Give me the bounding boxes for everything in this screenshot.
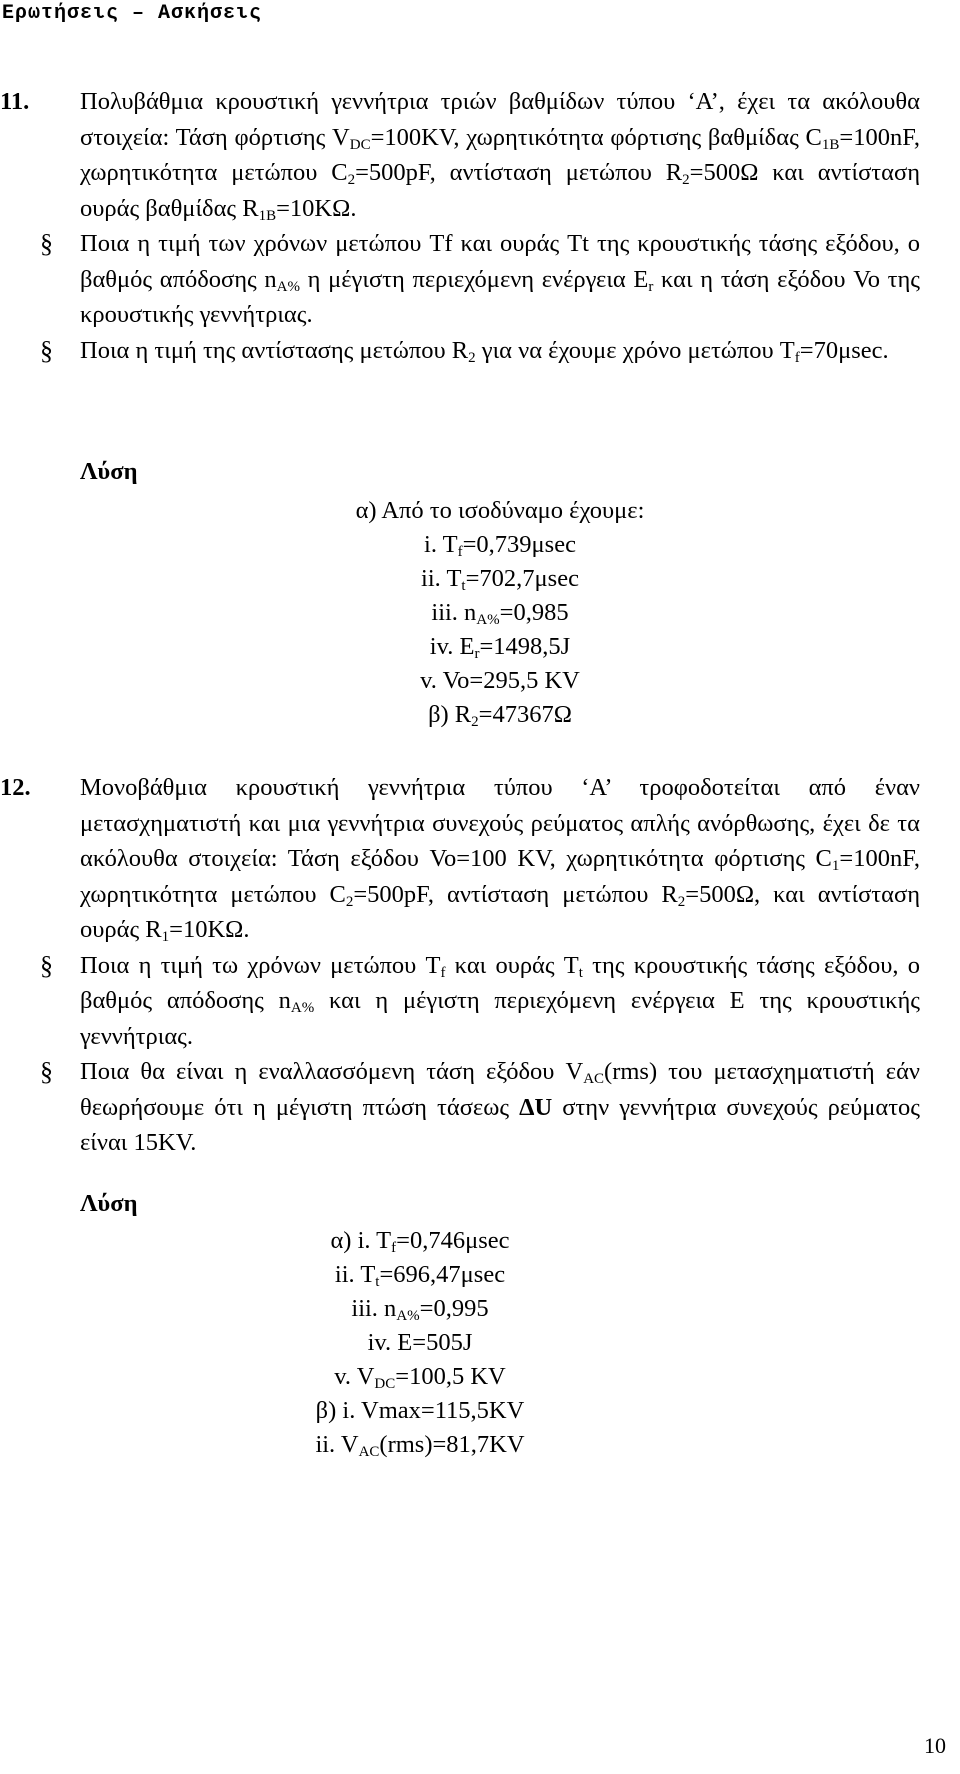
q12-sol-ii: ii. $T_t=696,47\mu\sec$ (334, 1261, 506, 1290)
page-number: 10 (924, 1733, 946, 1758)
q12-sol-iii: iii. $n_{A\%}=0,995$ (351, 1295, 489, 1324)
q12-bullet-1: § Ποια η τιμή τω χρόνων μετώπου $T_f$ και ουράς $T_t$ της κρουστικής τάσης εξόδου, ο βαθμός απόδοσης $n_{A\%}$ και η μέγιστη περιεχόμενη ενέργεια Ε της κρουστικής γεννήτριας. (40, 948, 920, 1055)
q11-sol-ii: ii. $T_t=702,7\mu\sec$ (421, 565, 579, 594)
q12-bullet-2: § Ποια θα είναι η εναλλασσόμενη τάση εξόδου $V_{AC}(rms)$ του μετασχηματιστή εάν θεωρήσουμε ότι η μέγιστη πτώση τάσεως ΔU στην γεννήτρια συνεχούς ρεύματος είναι 15KV. (40, 1054, 920, 1161)
question-12 (0, 770, 921, 1161)
q11-sol-v: v. Vo=295,5 KV (420, 667, 580, 694)
q12-sol-bi: β) i. Vmax=115,5KV (315, 1397, 525, 1424)
q12-sol-bii: ii. $V_{AC}(rms)=81,7KV$ (315, 1431, 525, 1460)
q11-number: 11. (0, 88, 30, 115)
section-bullet-icon: § (40, 1057, 53, 1086)
q11-intro: 11. Πολυβάθμια κρουστική γεννήτρια τριών βαθμίδων τύπου ‘Α’, έχει τα ακόλουθα στοιχεία: Τάση φόρτισης $V_{DC}=100KV$, χωρητικότητα φόρτισης βαθμίδας $C_{1B}=100nF$, χωρητικότητα μετώπου $C_2=500pF$, αντίσταση μετώπου $R_2=500\Omega$ και αντίσταση ουράς βαθμίδας $R_{1B}=10K\Omega$. (40, 84, 920, 226)
q11-sol-a: α) Από το ισοδύναμο έχουμε: (355, 497, 645, 524)
section-bullet-icon: § (40, 335, 53, 365)
q11-bullet-1: § Ποια η τιμή των χρόνων μετώπου Tf και ουράς Tt της κρουστικής τάσης εξόδου, ο βαθμός απόδοσης $n_{A\%}$ η μέγιστη περιεχόμενη ενέργεια $E_r$ και η τάση εξόδου Vo της κρουστικής γεννήτριας. (40, 226, 920, 333)
q11-sol-i: i. $T_f=0,739\mu\sec$ (424, 531, 576, 560)
q12-number: 12. (0, 774, 31, 801)
section-bullet-icon: § (40, 950, 53, 980)
q12-sol-iv: iv. E=505J (367, 1329, 473, 1356)
q11-bullet-2: § Ποια η τιμή της αντίστασης μετώπου $R_2$ για να έχουμε χρόνο μετώπου $T_f=70\mu\sec$. (40, 333, 920, 369)
question-11 (0, 84, 921, 368)
section-bullet-icon: § (40, 229, 53, 258)
q12-sol-v: v. $V_{DC}=100,5$ KV (334, 1363, 506, 1392)
q11-solution (300, 494, 700, 732)
q12-solution-heading: Λύση (80, 1190, 138, 1217)
q11-sol-iv: iv. $E_r=1498,5J$ (429, 633, 571, 662)
q12-solution (280, 1224, 560, 1462)
q12-intro: 12. Μονοβάθμια κρουστική γεννήτρια τύπου ‘Α’ τροφοδοτείται από έναν μετασχηματιστή και μια γεννήτρια συνεχούς ρεύματος απλής ανόρθωσης, έχει δε τα ακόλουθα στοιχεία: Τάση εξόδου Vo=100 KV, χωρητικότητα φόρτισης $C_1=100nF$, χωρητικότητα μετώπου $C_2=500pF$, αντίσταση μετώπου $R_2=500\Omega$, και αντίσταση ουράς $R_1=10K\Omega$. (40, 770, 920, 948)
q11-sol-b: β) $R_2=47367\Omega$ (428, 701, 572, 730)
q11-sol-iii: iii. $n_{A\%}=0,985$ (431, 599, 569, 628)
page-header: Ερωτήσεις – Ασκήσεις (2, 2, 263, 25)
q11-solution-heading: Λύση (80, 458, 138, 485)
q12-sol-ai: α) i. $T_f=0,746\mu\sec$ (330, 1227, 510, 1256)
